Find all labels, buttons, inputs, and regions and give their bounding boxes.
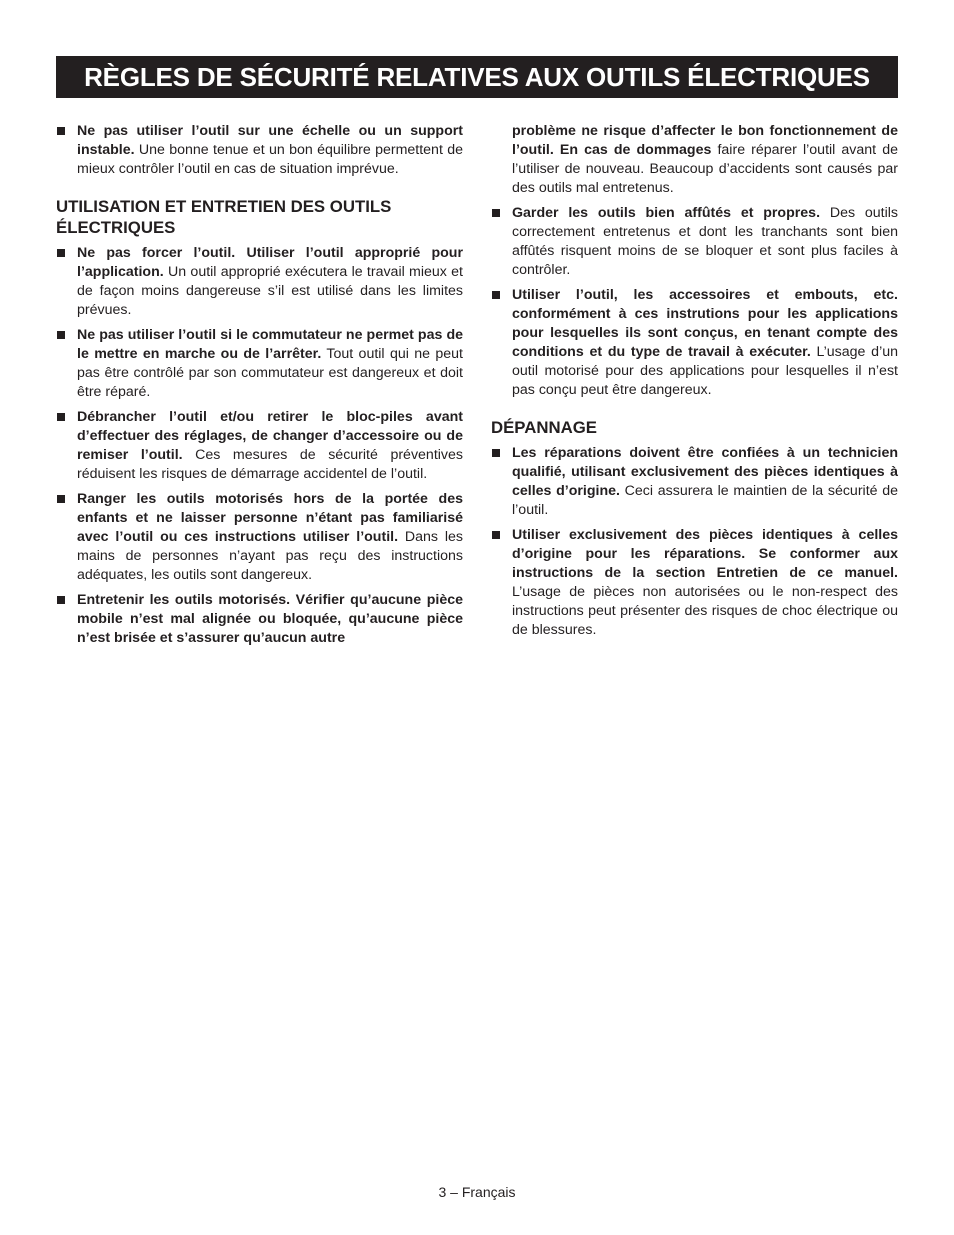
item-text: faire réparer l’outil avant de l’utiliser de nouveau. Beaucoup d’accidents sont causés par des outils mal entretenus.	[512, 142, 898, 196]
square-bullet-icon	[492, 291, 500, 299]
item-bold-text: Les réparations doivent être confiées à un technicien qualifié, utilisant exclusivement des pièces identiques à celles d’origine.	[512, 445, 898, 499]
item-bold-text: Garder les outils bien affûtés et propres.	[512, 205, 821, 221]
list-item-continuation	[491, 122, 898, 198]
square-bullet-icon	[57, 249, 65, 257]
item-bold-text: Utiliser exclusivement des pièces identiques à celles d’origine pour les réparations. Se conformer aux instructions de la section Entretien de ce manuel.	[512, 527, 898, 581]
square-bullet-icon	[492, 209, 500, 217]
page-footer: 3 – Français	[438, 1184, 516, 1200]
item-bold-text: Utiliser l’outil, les accessoires et embouts, etc. conformément à ces instrutions pour les applications pour lesquelles ils sont conçus, en tenant compte des conditions et du type de travail à exécuter.	[512, 287, 898, 360]
square-bullet-icon	[492, 531, 500, 539]
list-item	[56, 490, 463, 585]
item-text: Un outil approprié exécutera le travail mieux et de façon moins dangereuse s’il est utilisé dans les limites prévues.	[77, 264, 463, 318]
item-bold-text: Ne pas forcer l’outil. Utiliser l’outil approprié pour l’application.	[77, 245, 463, 280]
square-bullet-icon	[57, 495, 65, 503]
list-item	[56, 326, 463, 402]
right-column	[491, 122, 898, 646]
item-bold-text: Ne pas utiliser l’outil sur une échelle ou un support instable.	[77, 123, 463, 158]
square-bullet-icon	[57, 331, 65, 339]
list-item	[491, 444, 898, 520]
item-bold-text: Débrancher l’outil et/ou retirer le bloc-piles avant d’effectuer des réglages, de changer d’accessoire ou de remiser l’outil.	[77, 409, 463, 463]
square-bullet-icon	[57, 596, 65, 604]
item-text: Dans les mains de personnes n’ayant pas reçu des instructions adéquates, les outils sont dangereux.	[77, 529, 464, 583]
list-item	[491, 204, 898, 280]
item-text: L’usage de pièces non autorisées ou le non-respect des instructions peut présenter des risques de choc électrique ou de blessures.	[512, 584, 898, 638]
item-text: Ceci assurera le maintien de la sécurité de l’outil.	[512, 483, 898, 518]
left-column	[56, 122, 463, 654]
section-heading: UTILISATION ET ENTRETIEN DES OUTILS ÉLECTRIQUES	[56, 197, 392, 237]
item-bold-text: Ranger les outils motorisés hors de la portée des enfants et ne laisser personne n’étant pas familiarisé avec l’outil ou ces instructions utiliser l’outil.	[77, 491, 463, 545]
section-heading: DÉPANNAGE	[491, 418, 597, 437]
item-text: Des outils correctement entretenus et dont les tranchants sont bien affûtés risquent moins de se bloquer et sont plus faciles à contrôler.	[512, 205, 898, 278]
square-bullet-icon	[57, 413, 65, 421]
item-text: Une bonne tenue et un bon équilibre permettent de mieux contrôler l’outil en cas de situation imprévue.	[77, 142, 463, 177]
list-item	[491, 526, 898, 640]
square-bullet-icon	[57, 127, 65, 135]
item-text: Tout outil qui ne peut pas être contrôlé par son commutateur est dangereux et doit être réparé.	[77, 346, 463, 400]
item-bold-text: problème ne risque d’affecter le bon fonctionnement de l’outil. En cas de dommages	[512, 123, 898, 158]
list-item	[56, 244, 463, 320]
list-item	[491, 286, 898, 400]
page-title: RÈGLES DE SÉCURITÉ RELATIVES AUX OUTILS ÉLECTRIQUES	[84, 61, 870, 92]
item-bold-text: Ne pas utiliser l’outil si le commutateur ne permet pas de le mettre en marche ou de l’arrêter.	[77, 327, 463, 362]
square-bullet-icon	[492, 449, 500, 457]
item-text: Ces mesures de sécurité préventives réduisent les risques de démarrage accidentel de l’outil.	[77, 447, 463, 482]
list-item	[56, 122, 463, 179]
list-item	[56, 408, 463, 484]
title-banner	[56, 56, 898, 98]
item-text: L’usage d’un outil motorisé pour des applications pour lesquelles il n’est pas conçu peut être dangereux.	[512, 344, 898, 398]
list-item	[56, 591, 463, 648]
item-bold-text: Entretenir les outils motorisés. Vérifier qu’aucune pièce mobile n’est mal alignée ou bloquée, qu’aucune pièce n’est brisée et s’assurer qu’aucun autre	[77, 592, 463, 646]
